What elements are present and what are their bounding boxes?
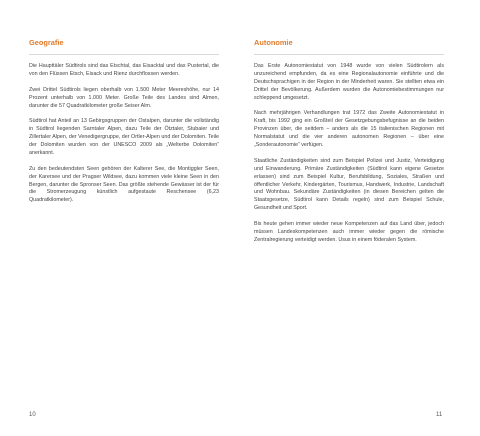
heading-divider [254,54,444,55]
page-number-left: 10 [29,412,36,418]
section-heading-geografie: Geografie [29,38,64,47]
paragraph: Nach mehrjährigen Verhandlungen trat 1972 das Zweite Autonomiestatut in Kraft, bis 1992 ging ein Großteil der Gesetzgebungsbefugnisse an die beiden Provinzen über, die seitdem – anders als die 15 italienischen Regionen mit Normalstatut und die vier anderen autonomen Regionen – über eine „Sonderautonomie“ verfügen. [254,110,444,149]
page-number-right: 11 [436,412,443,418]
paragraph: Die Haupttäler Südtirols sind das Etschtal, das Eisacktal und das Pustertal, die von den Flüssen Etsch, Eisack und Rienz durchflossen werden. [29,63,219,77]
paragraph: Das Erste Autonomiestatut von 1948 wurde von vielen Südtirolern als unzureichend empfunden, da es eine Regionalautonomie einführte und die Deutschsprachigen in der Region in der Minderheit waren. Sie stellten etwa ein Drittel der Bevölkerung. Außerdem wurden die Autonomiebestimmungen nur schleppend umgesetzt. [254,63,444,101]
paragraph: Zu den bedeutendsten Seen gehören der Kalterer See, die Montiggler Seen, der Karersee und der Pragser Wildsee, dazu kommen viele kleine Seen in den Bergen, darunter die Spronser Seen. Das größte stehende Gewässer ist der für die Stromerzeugung künstlich aufgestaute Reschensee (6,23 Quadratkilometer). [29,165,219,204]
heading-divider [29,54,219,55]
paragraph: Südtirol hat Anteil an 13 Gebirgsgruppen der Ostalpen, darunter die vollständig in Südtirol liegenden Sarntaler Alpen, dazu Teile der Ötztaler, Stubaier und Zillertaler Alpen, der Venedigergruppe, der Ortler-Alpen und der Dolomiten. Teile der Dolomiten wurden von der UNESCO 2009 als „Welterbe Dolomiten“ anerkannt. [29,118,219,156]
paragraph: Zwei Drittel Südtirols liegen oberhalb von 1.500 Meter Meereshöhe, nur 14 Prozent unterhalb von 1.000 Meter. Große Teile des Landes sind Almen, darunter die 57 Quadratkilometer große Seiser Alm. [29,86,219,109]
paragraph: Staatliche Zuständigkeiten sind zum Beispiel Polizei und Justiz, Verteidigung und Einwanderung. Primäre Zuständigkeiten (Südtirol kann eigene Gesetze erlassen) sind zum Beispiel Kultur, Berufsbildung, Soziales, Straßen und öffentlicher Verkehr, Kindergärten, Tourismus, Handwerk, Industrie, Landschaft und Wohnbau. Sekundäre Zuständigkeiten (in diesen Bereichen gelten die Staatsgesetze, Südtirol kann Details regeln) sind zum Beispiel Schule, Gesundheit und Sport. [254,157,444,212]
right-column [254,38,444,253]
left-column [29,38,219,213]
paragraph: Bis heute gehen immer wieder neue Kompetenzen auf das Land über, jedoch müssen Landeskompetenzen auch immer wieder gegen die römische Zentralregierung verteidigt werden. Usus in einem föderalen System. [254,221,444,243]
section-heading-autonomie: Autonomie [254,38,293,47]
